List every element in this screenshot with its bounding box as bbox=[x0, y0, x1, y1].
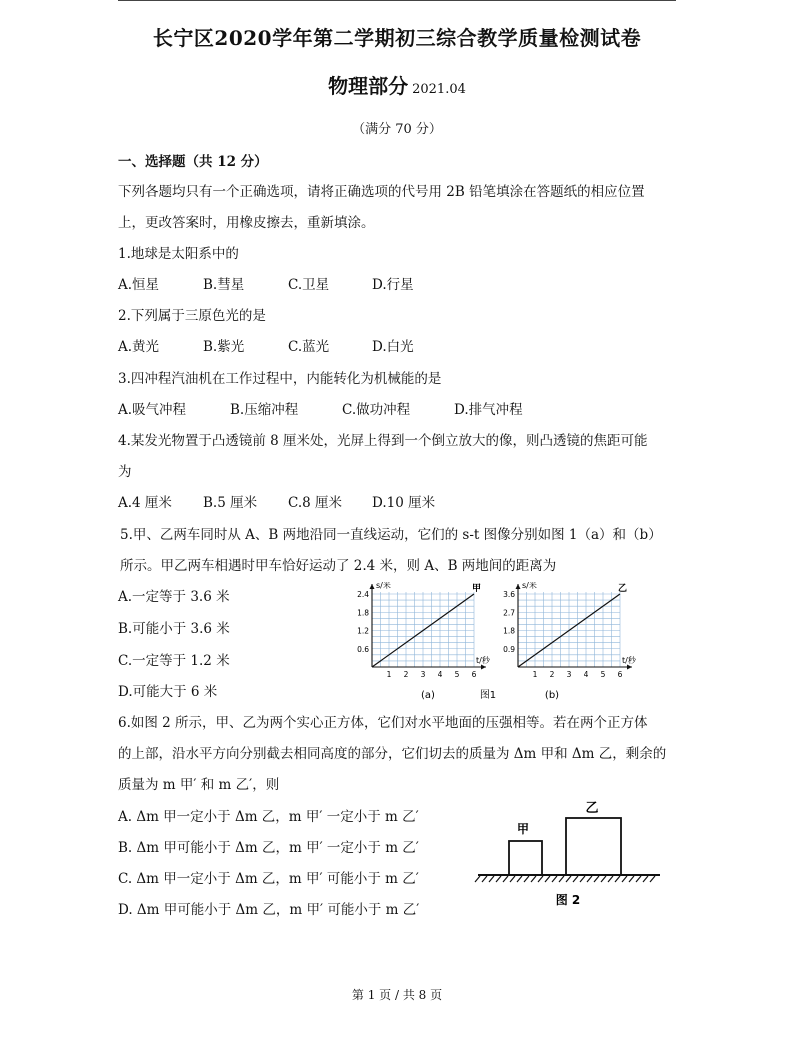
x-tick-label-b: 4 bbox=[583, 670, 589, 679]
y-tick-label-a: 0.6 bbox=[357, 644, 369, 654]
x-tick-label-a: 4 bbox=[437, 670, 443, 679]
q4-option-d: D.10 厘米 bbox=[372, 495, 436, 511]
q2-option-d: D.白光 bbox=[372, 339, 414, 355]
q6-option-b: B. Δm 甲可能小于 Δm 乙，m 甲′ 一定小于 m 乙′ bbox=[118, 840, 419, 856]
q6-option-c: C. Δm 甲一定小于 Δm 乙，m 甲′ 可能小于 m 乙′ bbox=[118, 871, 419, 887]
ground-hatch-stroke bbox=[566, 876, 571, 882]
y-tick-label-a: 1.2 bbox=[357, 626, 369, 636]
subject-name: 物理部分 bbox=[328, 74, 409, 98]
ground-hatch-stroke bbox=[496, 876, 501, 882]
ground-hatch-stroke bbox=[629, 876, 634, 882]
y-tick-label-a: 2.4 bbox=[357, 590, 369, 599]
x-tick-label-a: 1 bbox=[386, 670, 392, 679]
q4-options bbox=[118, 491, 435, 511]
ground-hatch-stroke bbox=[531, 876, 536, 882]
ground-hatch-stroke bbox=[643, 876, 648, 882]
q5-stem-line-1: 5.甲、乙两车同时从 A、B 两地沿同一直线运动，它们的 s-t 图像分别如图 1（a）和（b） bbox=[120, 527, 662, 543]
y-tick-label-b: 2.7 bbox=[503, 608, 515, 618]
ground-hatch-stroke bbox=[475, 876, 480, 882]
q5-option-b: B.可能小于 3.6 米 bbox=[118, 621, 230, 637]
x-axis-label-a: t/秒 bbox=[476, 656, 490, 665]
q3-option-a: A.吸气冲程 bbox=[118, 402, 187, 418]
figure-1-caption: 图1 bbox=[479, 690, 497, 701]
x-tick-label-b: 6 bbox=[617, 670, 623, 679]
q4-option-a: A.4 厘米 bbox=[118, 495, 172, 511]
x-axis-arrow-a bbox=[481, 665, 486, 670]
page-footer: 第 1 页 / 共 8 页 bbox=[351, 988, 443, 1002]
q6-stem-line-3: 质量为 m 甲′ 和 m 乙′，则 bbox=[118, 777, 280, 793]
q2-option-b: B.紫光 bbox=[203, 339, 245, 355]
y-axis-arrow-a bbox=[370, 584, 375, 589]
ground-hatch-stroke bbox=[538, 876, 543, 882]
y-tick-label-b: 0.9 bbox=[503, 644, 515, 654]
figure-2-caption: 图 2 bbox=[555, 893, 581, 907]
q6-option-a: A. Δm 甲一定小于 Δm 乙，m 甲′ 一定小于 m 乙′ bbox=[118, 809, 419, 825]
q3-option-d: D.排气冲程 bbox=[454, 402, 523, 418]
series-name-b: 乙 bbox=[618, 584, 628, 594]
exam-subtitle bbox=[0, 70, 794, 99]
q1-option-d: D.行星 bbox=[372, 277, 414, 293]
y-tick-label-a: 1.8 bbox=[357, 608, 369, 618]
ground-hatch-stroke bbox=[503, 876, 508, 882]
q5-option-c: C.一定等于 1.2 米 bbox=[118, 653, 230, 669]
q4-stem-line-1: 4.某发光物置于凸透镜前 8 厘米处，光屏上得到一个倒立放大的像，则凸透镜的焦距可能 bbox=[118, 433, 648, 449]
y-axis-label-b: s/米 bbox=[522, 582, 537, 590]
cube-yi-label: 乙 bbox=[585, 801, 599, 816]
q3-option-c: C.做功冲程 bbox=[342, 402, 411, 418]
q3-stem: 3.四冲程汽油机在工作过程中，内能转化为机械能的是 bbox=[118, 371, 442, 387]
y-tick-label-b: 3.6 bbox=[503, 590, 515, 599]
q1-option-a: A.恒星 bbox=[118, 277, 160, 293]
q2-stem: 2.下列属于三原色光的是 bbox=[118, 308, 266, 324]
q6-stem-line-1: 6.如图 2 所示，甲、乙为两个实心正方体，它们对水平地面的压强相等。若在两个正方体 bbox=[118, 715, 648, 731]
x-axis-arrow-b bbox=[627, 665, 632, 670]
x-tick-label-a: 5 bbox=[454, 670, 460, 679]
ground-hatch-stroke bbox=[615, 876, 620, 882]
cube-jia bbox=[509, 841, 542, 875]
section-heading: 一、选择题（共 12 分） bbox=[118, 154, 268, 170]
q2-option-c: C.蓝光 bbox=[288, 339, 330, 355]
q1-stem: 1.地球是太阳系中的 bbox=[118, 246, 239, 262]
ground-hatch-stroke bbox=[622, 876, 627, 882]
ground-hatch-stroke bbox=[524, 876, 529, 882]
ground-hatch-stroke bbox=[636, 876, 641, 882]
x-tick-label-b: 5 bbox=[600, 670, 606, 679]
figure-1a-label: (a) bbox=[421, 690, 435, 701]
q3-option-b: B.压缩冲程 bbox=[230, 402, 299, 418]
q2-option-a: A.黄光 bbox=[118, 339, 160, 355]
q5-option-d: D.可能大于 6 米 bbox=[118, 684, 218, 700]
ground-hatch-stroke bbox=[552, 876, 557, 882]
q1-option-c: C.卫星 bbox=[288, 277, 330, 293]
ground-hatch-stroke bbox=[594, 876, 599, 882]
q6-stem-line-2: 的上部，沿水平方向分别截去相同高度的部分，它们切去的质量为 Δm 甲和 Δm 乙，剩余的 bbox=[118, 746, 667, 762]
q5-stem-line-2: 所示。甲乙两车相遇时甲车恰好运动了 2.4 米，则 A、B 两地间的距离为 bbox=[120, 558, 557, 574]
ground-hatch-stroke bbox=[650, 876, 655, 882]
ground-hatching bbox=[475, 876, 655, 882]
figure-1-st-graphs bbox=[340, 582, 650, 704]
q3-options bbox=[118, 398, 523, 418]
ground-hatch-stroke bbox=[587, 876, 592, 882]
q1-option-b: B.彗星 bbox=[203, 277, 245, 293]
ground-hatch-stroke bbox=[545, 876, 550, 882]
ground-hatch-stroke bbox=[580, 876, 585, 882]
x-axis-label-b: t/秒 bbox=[622, 656, 636, 665]
y-axis-arrow-b bbox=[516, 584, 521, 589]
ground-hatch-stroke bbox=[482, 876, 487, 882]
x-tick-label-a: 6 bbox=[471, 670, 477, 679]
exam-date: 2021.04 bbox=[412, 82, 466, 97]
x-tick-label-a: 2 bbox=[403, 670, 409, 679]
x-tick-label-b: 1 bbox=[532, 670, 538, 679]
ground-hatch-stroke bbox=[608, 876, 613, 882]
x-tick-label-b: 2 bbox=[549, 670, 555, 679]
ground-hatch-stroke bbox=[573, 876, 578, 882]
ground-hatch-stroke bbox=[489, 876, 494, 882]
x-tick-label-b: 3 bbox=[566, 670, 572, 679]
series-name-a: 甲 bbox=[472, 584, 482, 594]
q1-options bbox=[118, 273, 414, 293]
x-tick-label-a: 3 bbox=[420, 670, 426, 679]
ground-hatch-stroke bbox=[510, 876, 515, 882]
exam-title: 长宁区2020学年第二学期初三综合教学质量检测试卷 bbox=[152, 26, 642, 50]
q4-option-b: B.5 厘米 bbox=[203, 495, 258, 511]
ground-hatch-stroke bbox=[517, 876, 522, 882]
ground-hatch-stroke bbox=[559, 876, 564, 882]
figure-2-cubes bbox=[470, 790, 670, 915]
y-tick-label-b: 1.8 bbox=[503, 626, 515, 636]
figure-1b-label: (b) bbox=[544, 690, 560, 701]
full-score: （满分 70 分） bbox=[352, 122, 442, 137]
q4-stem-line-2: 为 bbox=[118, 464, 132, 480]
cube-yi bbox=[566, 818, 621, 875]
y-axis-label-a: s/米 bbox=[376, 582, 391, 590]
ground-hatch-stroke bbox=[601, 876, 606, 882]
q4-option-c: C.8 厘米 bbox=[288, 495, 343, 511]
cube-jia-label: 甲 bbox=[516, 822, 530, 836]
q2-options bbox=[118, 335, 414, 355]
instruction-line-2: 上，更改答案时，用橡皮擦去，重新填涂。 bbox=[118, 215, 375, 231]
q5-option-a: A.一定等于 3.6 米 bbox=[118, 589, 230, 605]
top-rule bbox=[118, 0, 676, 1]
instruction-line-1: 下列各题均只有一个正确选项，请将正确选项的代号用 2B 铅笔填涂在答题纸的相应位置 bbox=[118, 184, 645, 200]
q6-option-d: D. Δm 甲可能小于 Δm 乙，m 甲′ 可能小于 m 乙′ bbox=[118, 902, 420, 918]
